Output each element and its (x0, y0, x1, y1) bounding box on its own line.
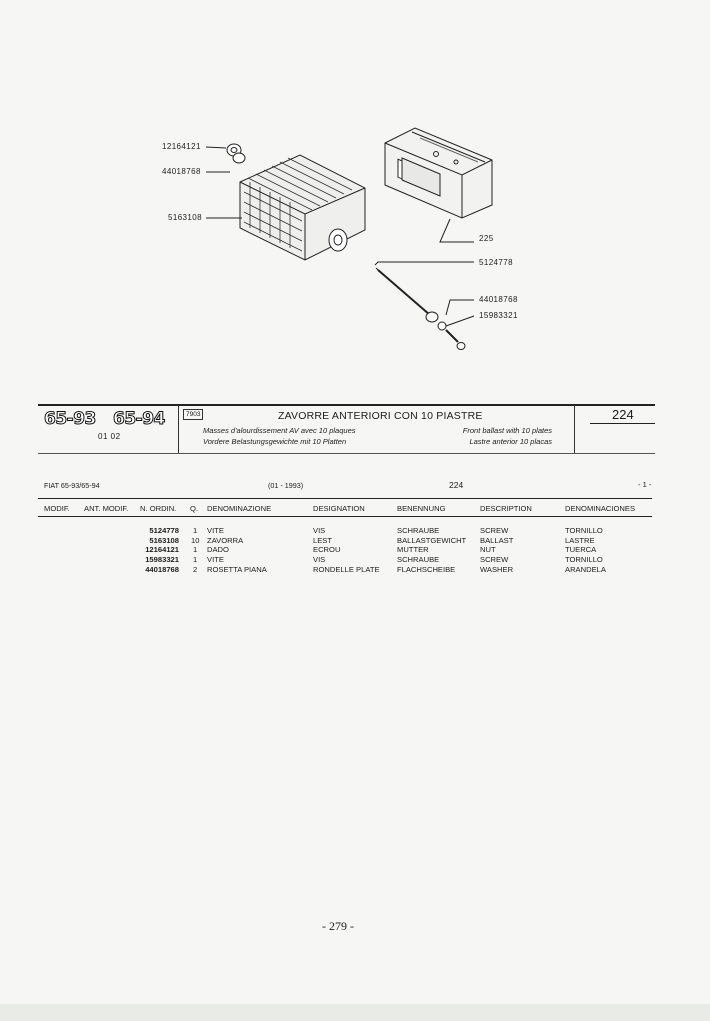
part-quantity: 1 (193, 545, 198, 555)
callout-44018768-top: 44018768 (162, 167, 201, 176)
title-english: Front ballast with 10 plates (462, 426, 552, 435)
part-quantity: 10 (191, 535, 200, 545)
part-name-english: SCREW (480, 526, 509, 535)
part-name-german: SCHRAUBE (397, 555, 440, 565)
title-spanish: Lastre anterior 10 placas (469, 437, 552, 446)
part-name-italian: DADO (207, 545, 229, 555)
title-block-top-rule (38, 404, 655, 406)
part-number: 44018768 (145, 564, 179, 574)
title-block-divider-right (574, 405, 575, 453)
part-name-english: BALLAST (480, 535, 514, 545)
title-german: Vordere Belastungsgewichte mit 10 Platten (203, 437, 347, 446)
part-name-italian: VITE (207, 555, 224, 565)
group-number: 224 (612, 407, 634, 422)
model-badge-65-93: 65-93 (44, 409, 96, 429)
part-name-english: SCREW (480, 555, 509, 565)
table-row (0, 526, 710, 536)
callout-5124778: 5124778 (479, 258, 513, 267)
col-header-english: DESCRIPTION (480, 504, 532, 513)
part-name-german: MUTTER (397, 545, 429, 555)
part-name-spanish: ARANDELA (565, 564, 606, 574)
reference-code-box (183, 409, 203, 420)
part-number: 15983321 (145, 555, 179, 565)
header-top-rule (38, 498, 652, 499)
col-header-spanish: DENOMINACIONES (565, 504, 636, 513)
part-name-spanish: TORNILLO (565, 555, 603, 565)
col-header-italian: DENOMINAZIONE (207, 504, 272, 513)
model-line: FIAT 65-93/65-94 (44, 481, 100, 490)
part-name-french: VIS (313, 526, 326, 535)
col-header-ant-modif: ANT. MODIF. (84, 504, 129, 513)
part-name-german: SCHRAUBE (397, 526, 440, 535)
col-header-modif: MODIF. (44, 504, 70, 513)
page-number: - 279 - (322, 919, 354, 933)
title-block-divider-left (178, 405, 179, 453)
part-name-italian: ZAVORRA (207, 535, 244, 545)
page-marker: - 1 - (638, 480, 652, 489)
title-french: Masses d'alourdissement AV avec 10 plaques (203, 426, 356, 435)
page-bottom-edge (0, 1004, 710, 1021)
callout-225: 225 (479, 234, 494, 243)
part-name-english: WASHER (480, 564, 514, 574)
group-line: 224 (449, 480, 464, 490)
table-row (0, 565, 710, 575)
group-number-underline (590, 423, 655, 424)
part-name-french: RONDELLE PLATE (313, 564, 380, 574)
part-name-english: NUT (480, 545, 496, 555)
part-name-french: VIS (313, 555, 326, 565)
part-name-italian: ROSETTA PIANA (207, 564, 267, 574)
part-name-french: ECROU (313, 545, 341, 555)
col-header-french: DESIGNATION (313, 504, 365, 513)
part-name-spanish: TORNILLO (565, 526, 603, 535)
header-bottom-rule (38, 516, 652, 517)
part-quantity: 2 (193, 564, 198, 574)
date-line: (01 - 1993) (268, 481, 304, 490)
part-quantity: 1 (193, 555, 198, 565)
part-name-german: BALLASTGEWICHT (397, 535, 467, 545)
part-number: 12164121 (145, 545, 179, 555)
reference-code: 7903 (186, 411, 201, 418)
parts-table (0, 526, 710, 574)
part-name-spanish: LASTRE (565, 535, 595, 545)
group-title: ZAVORRE ANTERIORI CON 10 PIASTRE (278, 410, 483, 422)
table-row (0, 536, 710, 546)
part-name-italian: VITE (207, 526, 224, 535)
model-badge-65-94: 65-94 (113, 409, 165, 429)
title-block-bottom-rule (38, 453, 655, 454)
part-number: 5124778 (149, 526, 179, 535)
table-row (0, 555, 710, 565)
callout-44018768-bottom: 44018768 (479, 295, 518, 304)
part-number: 5163108 (149, 535, 179, 545)
col-header-german: BENENNUNG (397, 504, 446, 513)
part-name-spanish: TUERCA (565, 545, 597, 555)
callout-12164121: 12164121 (162, 142, 201, 151)
callout-15983321: 15983321 (479, 311, 518, 320)
col-header-quantity: Q. (190, 504, 199, 513)
model-sub-code: 01 02 (98, 432, 121, 441)
callout-5163108: 5163108 (168, 213, 202, 222)
part-quantity: 1 (193, 526, 198, 535)
col-header-order-number: N. ORDIN. (140, 504, 177, 513)
table-row (0, 545, 710, 555)
part-name-french: LEST (313, 535, 332, 545)
part-name-german: FLACHSCHEIBE (397, 564, 456, 574)
